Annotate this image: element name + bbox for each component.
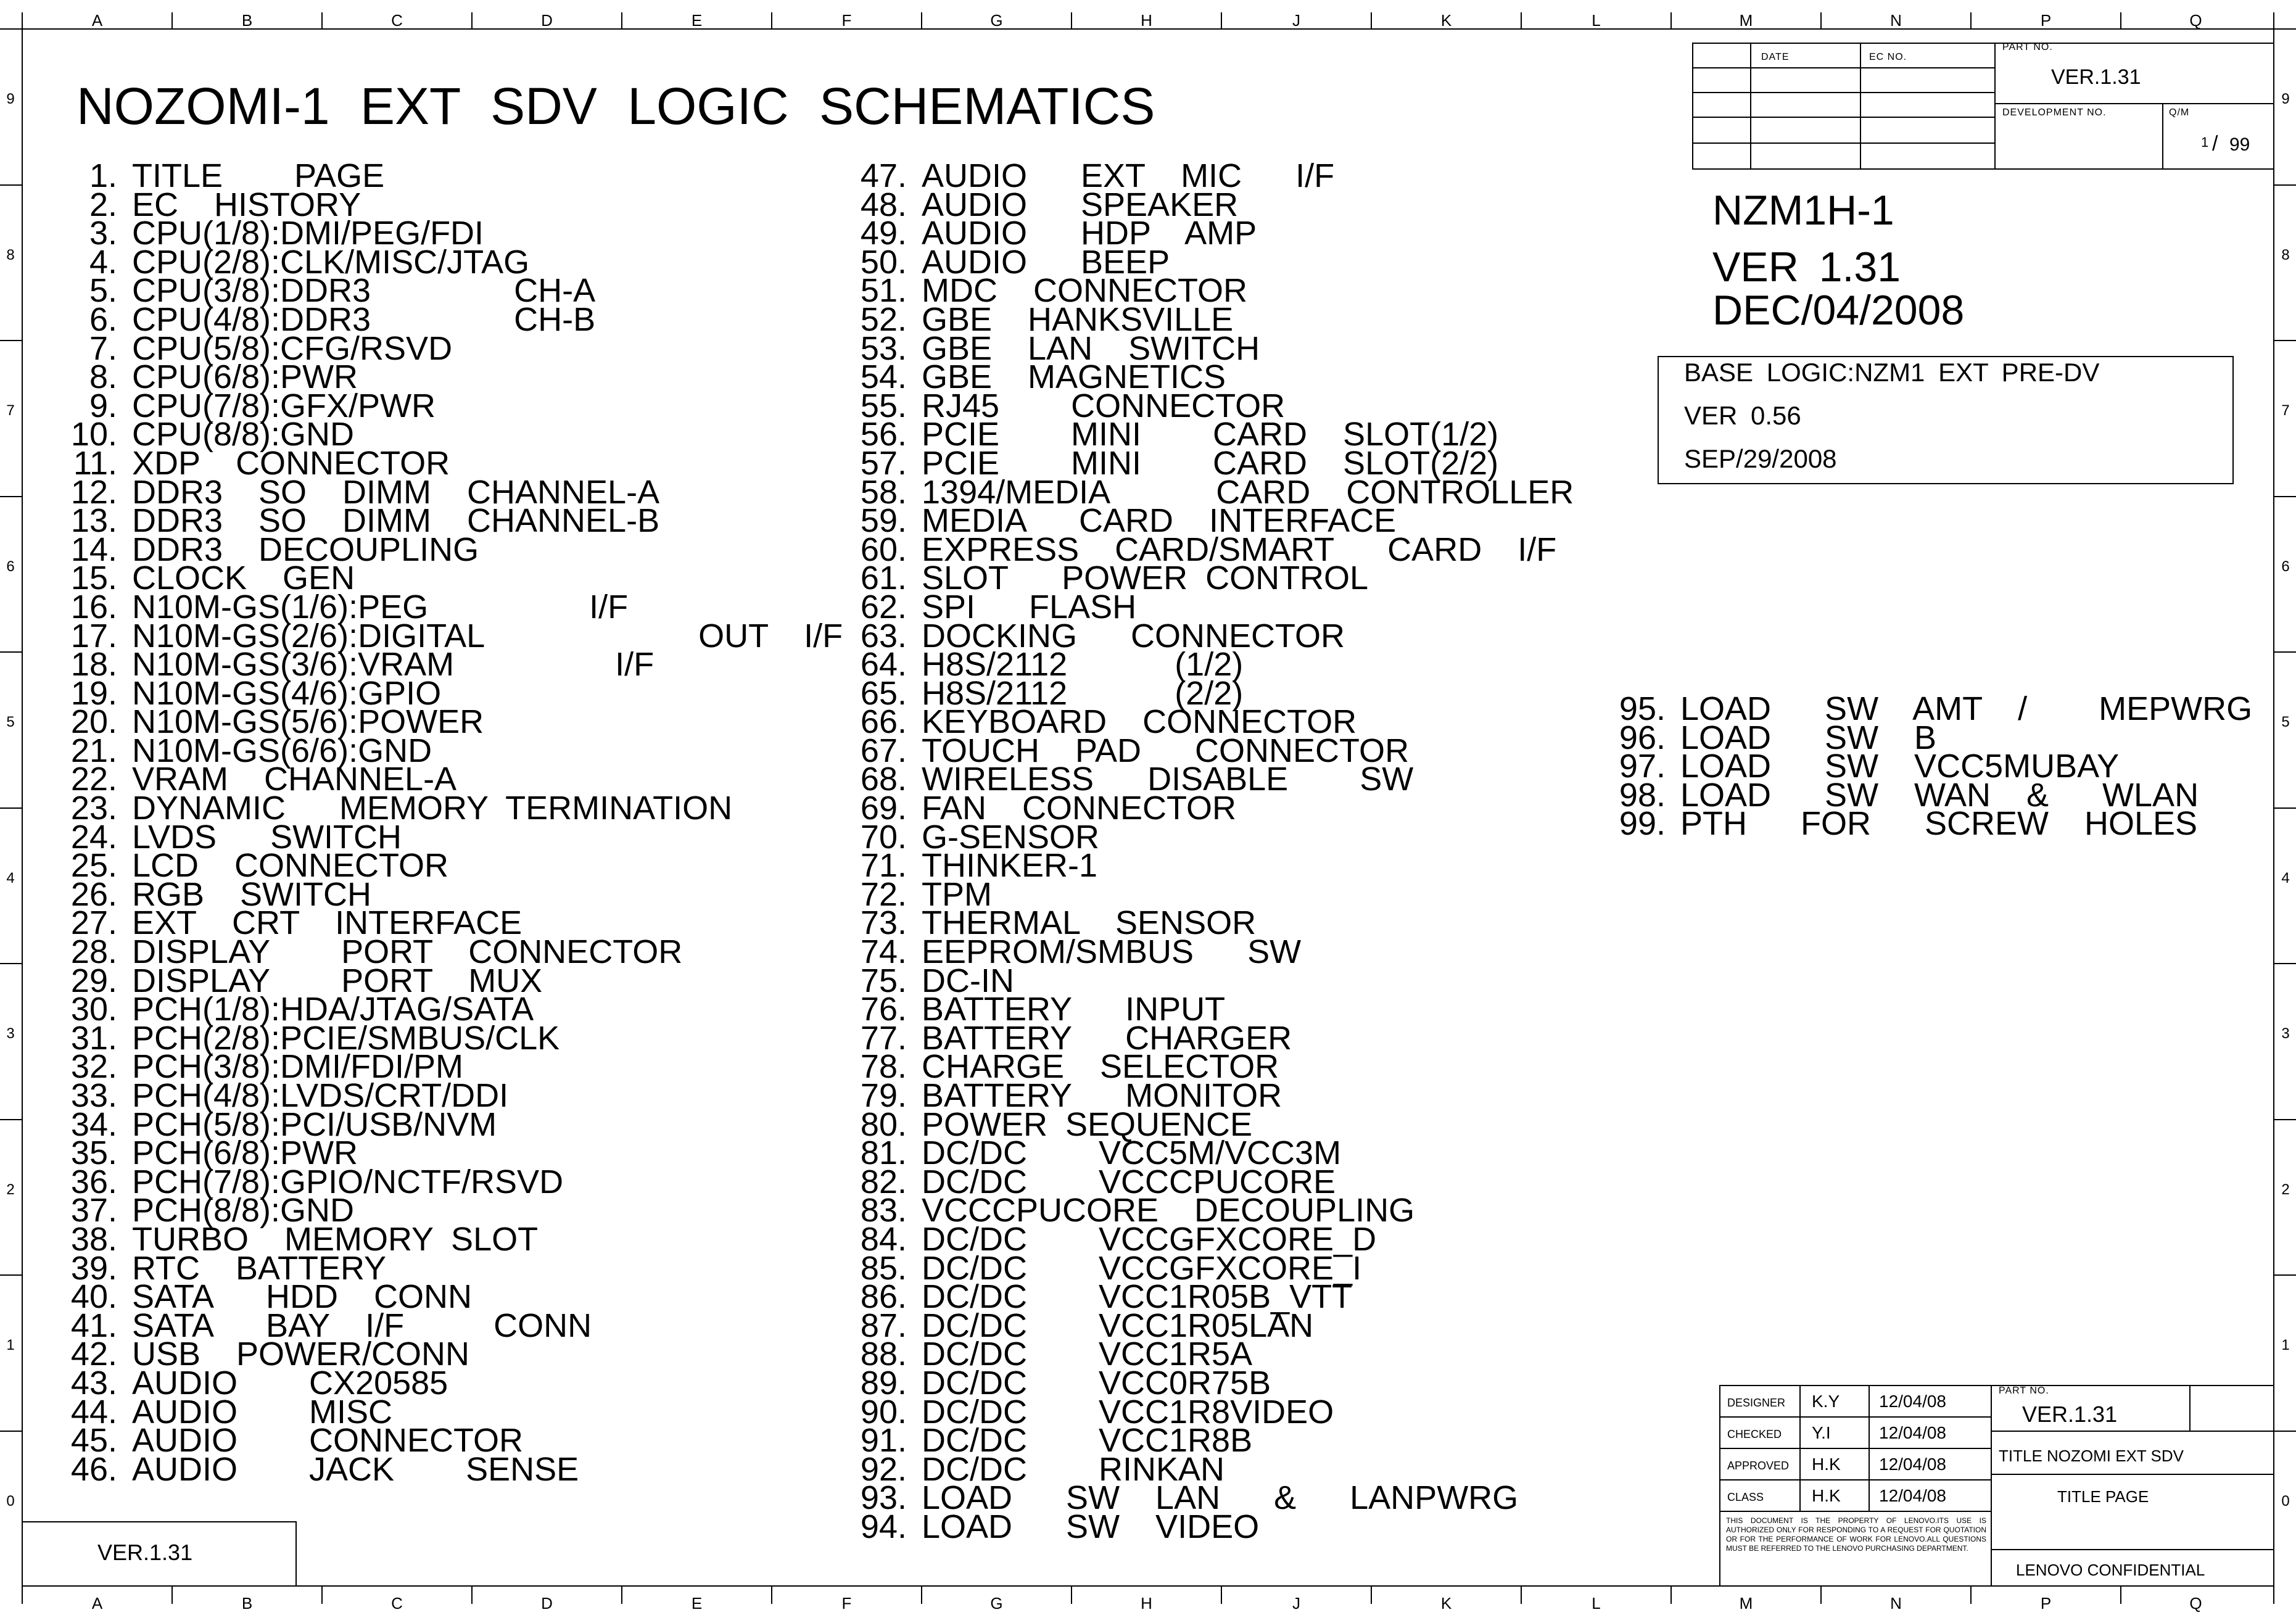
row-label: 4 (6, 869, 15, 886)
toc-entry-title: TOUCH PAD CONNECTOR (922, 732, 1410, 769)
toc-entry-number: 80. (860, 1105, 907, 1143)
row-label: 2 (6, 1181, 15, 1198)
row-label: 2 (2281, 1181, 2290, 1198)
toc-entry-title: CPU(4/8):DDR3 CH-B (132, 300, 596, 338)
toc-entry-title: AUDIO BEEP (922, 243, 1170, 281)
toc-entry-title: H8S/2112 (2/2) (922, 674, 1244, 712)
column-label: D (541, 11, 553, 30)
row-label: 0 (6, 1492, 15, 1509)
toc-entry-number: 45. (70, 1422, 117, 1460)
signoff-role: CLASS (1727, 1491, 1764, 1503)
row-label: 6 (6, 558, 15, 575)
toc-entry-title: PTH FOR SCREW HOLES (1680, 805, 2198, 843)
page-total: 99 (2229, 134, 2250, 155)
toc-entry-number: 77. (860, 1019, 907, 1057)
toc-entry-number: 84. (860, 1220, 907, 1258)
toc-entry-title: DOCKING CONNECTOR (922, 617, 1345, 655)
column-label: B (241, 11, 253, 30)
toc-entry-title: DC/DC VCC1R5A (922, 1336, 1253, 1373)
toc-entry-number: 89. (860, 1364, 907, 1402)
toc-entry-title: DYNAMIC MEMORY TERMINATION (132, 790, 733, 827)
toc-entry-number: 13. (70, 502, 117, 540)
toc-entry (62, 1450, 843, 1488)
base-logic-line3: SEP/29/2008 (1684, 444, 1837, 473)
toc-entry-title: PCH(4/8):LVDS/CRT/DDI (132, 1077, 509, 1114)
toc-entry-title: EC HISTORY (132, 186, 361, 223)
row-label: 3 (6, 1025, 15, 1042)
toc-entry-number: 35. (70, 1134, 117, 1172)
toc-entry-number: 88. (860, 1336, 907, 1373)
toc-entry-title: SATA BAY I/F CONN (132, 1307, 592, 1344)
column-label: F (841, 1594, 852, 1613)
toc-entry-number: 72. (860, 875, 907, 913)
toc-entry-number: 16. (70, 588, 117, 626)
toc-entry-title: AUDIO CX20585 (132, 1364, 448, 1402)
toc-entry-title: SPI FLASH (922, 588, 1137, 626)
toc-entry-title: THERMAL SENSOR (922, 904, 1257, 942)
toc-entry-title: G-SENSOR (922, 818, 1100, 856)
toc-entry-number: 21. (70, 732, 117, 769)
toc-entry-number: 29. (70, 962, 117, 999)
toc-entry-number: 53. (860, 329, 907, 367)
title-block-title-sub: TITLE PAGE (2057, 1487, 2149, 1506)
toc-entry-title: PCIE MINI CARD SLOT(2/2) (922, 444, 1499, 482)
toc-entry-title: PCIE MINI CARD SLOT(1/2) (922, 416, 1499, 453)
base-logic-line1: BASE LOGIC:NZM1 EXT PRE-DV (1684, 358, 2100, 387)
toc-entry-title: DC/DC VCCGFXCORE_D (922, 1220, 1377, 1258)
toc-entry-title: AUDIO EXT MIC I/F (922, 157, 1335, 194)
toc-entry-number: 66. (860, 703, 907, 741)
column-label: C (391, 11, 403, 30)
row-label: 7 (6, 402, 15, 419)
column-label: J (1292, 11, 1300, 30)
base-logic-line2: VER 0.56 (1684, 401, 1801, 430)
title-block-title: TITLE NOZOMI EXT SDV (1999, 1447, 2184, 1465)
toc-entry-title: KEYBOARD CONNECTOR (922, 703, 1357, 741)
toc-entry-number: 38. (70, 1220, 117, 1258)
toc-entry-number: 8. (89, 358, 117, 396)
toc-entry-number: 98. (1619, 776, 1666, 814)
toc-entry-title: DC/DC VCCCPUCORE (922, 1163, 1336, 1200)
signoff-initials: H.K (1812, 1455, 1841, 1474)
toc-entry-title: LOAD SW VIDEO (922, 1508, 1260, 1545)
toc-entry-title: VRAM CHANNEL-A (132, 761, 457, 798)
toc-entry-number: 5. (89, 272, 117, 310)
toc-entry-number: 61. (860, 560, 907, 597)
column-label: J (1292, 1594, 1300, 1613)
toc-entry-number: 99. (1619, 805, 1666, 843)
toc-entry-number: 27. (70, 904, 117, 942)
toc-entry-title: CPU(8/8):GND (132, 416, 355, 453)
signoff-role: APPROVED (1727, 1460, 1790, 1472)
toc-entry-number: 67. (860, 732, 907, 769)
toc-entry-title: PCH(5/8):PCI/USB/NVM (132, 1105, 497, 1143)
toc-entry-number: 81. (860, 1134, 907, 1172)
toc-entry-number: 30. (70, 991, 117, 1028)
toc-entry-title: LCD CONNECTOR (132, 847, 449, 885)
column-label: C (391, 1594, 403, 1613)
model-name: NZM1H-1 (1712, 187, 1894, 234)
column-label: Q (2189, 1594, 2202, 1613)
part-no-value: VER.1.31 (2051, 65, 2141, 89)
toc-entry-title: RTC BATTERY (132, 1249, 387, 1287)
toc-entry-title: DC-IN (922, 962, 1014, 999)
toc-entry-title: WIRELESS DISABLE SW (922, 761, 1414, 798)
toc-entry-title: DDR3 DECOUPLING (132, 531, 479, 568)
row-label: 5 (2281, 714, 2290, 730)
toc-entry-number: 79. (860, 1077, 907, 1114)
model-version: VER 1.31 (1712, 244, 1901, 291)
toc-entry-number: 56. (860, 416, 907, 453)
toc-entry-title: DDR3 SO DIMM CHANNEL-B (132, 502, 660, 540)
row-label: 1 (6, 1337, 15, 1353)
column-label: G (990, 11, 1003, 30)
column-label: P (2040, 1594, 2052, 1613)
toc-entry-number: 92. (860, 1450, 907, 1488)
toc-entry-title: DC/DC VCCGFXCORE_I (922, 1249, 1362, 1287)
toc-entry-number: 20. (70, 703, 117, 741)
toc-entry-title: DDR3 SO DIMM CHANNEL-A (132, 473, 660, 511)
column-label: N (1890, 11, 1902, 30)
toc-entry-title: PCH(2/8):PCIE/SMBUS/CLK (132, 1019, 560, 1057)
toc-entry-title: N10M-GS(1/6):PEG I/F (132, 588, 629, 626)
signoff-initials: K.Y (1812, 1392, 1840, 1411)
column-label: K (1440, 11, 1452, 30)
toc-entry-number: 47. (860, 157, 907, 194)
toc-entry-title: DISPLAY PORT MUX (132, 962, 543, 999)
toc-entry-number: 50. (860, 243, 907, 281)
toc-entry-number: 41. (70, 1307, 117, 1344)
toc-entry-number: 23. (70, 790, 117, 827)
toc-entry-title: USB POWER/CONN (132, 1336, 470, 1373)
toc-entry-title: N10M-GS(5/6):POWER (132, 703, 484, 741)
toc-entry-number: 96. (1619, 719, 1666, 756)
toc-entry-number: 78. (860, 1048, 907, 1086)
toc-entry-number: 74. (860, 933, 907, 971)
page-title: NOZOMI-1 EXT SDV LOGIC SCHEMATICS (76, 77, 1155, 135)
signoff-date: 12/04/08 (1879, 1423, 1946, 1442)
toc-entry-number: 33. (70, 1077, 117, 1114)
toc-entry-title: DC/DC VCC0R75B (922, 1364, 1271, 1402)
toc-entry-number: 94. (860, 1508, 907, 1545)
toc-entry-number: 62. (860, 588, 907, 626)
toc-entry-number: 90. (860, 1393, 907, 1431)
toc-entry-number: 32. (70, 1048, 117, 1086)
toc-entry-number: 39. (70, 1249, 117, 1287)
ec-no-label: EC NO. (1869, 52, 1907, 62)
toc-entry-title: LOAD SW VCC5MUBAY (1680, 748, 2120, 785)
toc-column-left (62, 157, 843, 1488)
toc-entry-number: 85. (860, 1249, 907, 1287)
toc-entry-title: GBE LAN SWITCH (922, 329, 1260, 367)
toc-entry-number: 25. (70, 847, 117, 885)
signoff-role: CHECKED (1727, 1428, 1782, 1440)
toc-entry-title: LOAD SW AMT / MEPWRG (1680, 690, 2253, 727)
toc-entry-title: CPU(6/8):PWR (132, 358, 358, 396)
page-separator: / (2212, 132, 2218, 155)
qm-label: Q/M (2169, 107, 2190, 118)
date-label: DATE (1761, 52, 1790, 62)
toc-entry-title: AUDIO HDP AMP (922, 215, 1257, 252)
column-label: K (1440, 1594, 1452, 1613)
signoff-initials: Y.I (1812, 1423, 1831, 1442)
toc-entry-title: N10M-GS(3/6):VRAM I/F (132, 646, 655, 683)
column-label: N (1890, 1594, 1902, 1613)
column-label: Q (2189, 11, 2202, 30)
toc-entry-number: 82. (860, 1163, 907, 1200)
toc-entry-number: 40. (70, 1278, 117, 1316)
page-current: 1 (2201, 134, 2209, 150)
row-label: 8 (6, 246, 15, 263)
toc-entry-number: 37. (70, 1192, 117, 1229)
toc-entry-number: 93. (860, 1479, 907, 1517)
toc-entry-title: MEDIA CARD INTERFACE (922, 502, 1397, 540)
toc-column-right (1616, 690, 2253, 843)
row-label: 9 (6, 91, 15, 107)
toc-entry-number: 28. (70, 933, 117, 971)
column-label: B (241, 1594, 253, 1613)
signoff-initials: H.K (1812, 1486, 1841, 1505)
toc-entry-number: 58. (860, 473, 907, 511)
toc-entry-number: 86. (860, 1278, 907, 1316)
toc-entry-title: DC/DC VCC1R05LAN (922, 1307, 1314, 1344)
toc-entry-number: 71. (860, 847, 907, 885)
row-label: 1 (2281, 1337, 2290, 1353)
toc-entry-number: 9. (89, 387, 117, 424)
toc-entry-number: 3. (89, 215, 117, 252)
toc-entry-number: 24. (70, 818, 117, 856)
column-label: E (691, 11, 703, 30)
toc-entry-number: 75. (860, 962, 907, 999)
toc-entry-number: 95. (1619, 690, 1666, 727)
toc-entry-title: CHARGE SELECTOR (922, 1048, 1279, 1086)
toc-entry-title: LOAD SW B (1680, 719, 1937, 756)
toc-entry-number: 73. (860, 904, 907, 942)
toc-entry-title: DC/DC VCC1R8B (922, 1422, 1253, 1460)
toc-entry-number: 69. (860, 790, 907, 827)
toc-entry-title: DC/DC VCC5M/VCC3M (922, 1134, 1342, 1172)
toc-entry-number: 1. (89, 157, 117, 194)
toc-entry-number: 11. (73, 444, 117, 482)
column-label: F (841, 11, 852, 30)
column-label: A (91, 11, 103, 30)
toc-entry-title: POWER SEQUENCE (922, 1105, 1253, 1143)
column-label: D (541, 1594, 553, 1613)
toc-entry-number: 57. (860, 444, 907, 482)
toc-entry-number: 36. (70, 1163, 117, 1200)
toc-entry-title: DC/DC RINKAN (922, 1450, 1225, 1488)
toc-entry-title: AUDIO MISC (132, 1393, 393, 1431)
toc-entry-title: CLOCK GEN (132, 560, 355, 597)
column-label: H (1141, 11, 1152, 30)
toc-entry-title: GBE HANKSVILLE (922, 300, 1234, 338)
toc-entry-number: 97. (1619, 748, 1666, 785)
toc-entry-title: VCCCPUCORE DECOUPLING (922, 1192, 1415, 1229)
toc-entry-title: RGB SWITCH (132, 875, 371, 913)
column-label: P (2040, 11, 2052, 30)
toc-entry-number: 12. (70, 473, 117, 511)
toc-entry (1616, 805, 2252, 843)
toc-entry-title: XDP CONNECTOR (132, 444, 450, 482)
toc-column-middle (851, 157, 1574, 1545)
toc-entry-title: FAN CONNECTOR (922, 790, 1237, 827)
column-label: G (990, 1594, 1003, 1613)
toc-entry-title: PCH(6/8):PWR (132, 1134, 358, 1172)
toc-entry-title: THINKER-1 (922, 847, 1098, 885)
toc-entry-title: DC/DC VCC1R05B_VTT (922, 1278, 1353, 1316)
column-label: L (1592, 11, 1601, 30)
toc-entry-title: EXT CRT INTERFACE (132, 904, 522, 942)
toc-entry-number: 83. (860, 1192, 907, 1229)
toc-entry-number: 64. (860, 646, 907, 683)
lenovo-confidential-footer: LENOVO CONFIDENTIAL (2016, 1561, 2205, 1579)
toc-entry-title: N10M-GS(6/6):GND (132, 732, 432, 769)
toc-entry-number: 7. (89, 329, 117, 367)
toc-entry-number: 31. (70, 1019, 117, 1057)
toc-entry-title: AUDIO JACK SENSE (132, 1450, 579, 1488)
toc-entry (851, 1508, 1574, 1545)
toc-entry-number: 60. (860, 531, 907, 568)
column-label: A (91, 1594, 103, 1613)
toc-entry-title: GBE MAGNETICS (922, 358, 1226, 396)
part-no-label: PART NO. (2002, 42, 2053, 52)
toc-entry-number: 18. (70, 646, 117, 683)
toc-entry-number: 68. (860, 761, 907, 798)
toc-entry-title: CPU(2/8):CLK/MISC/JTAG (132, 243, 530, 281)
toc-entry-number: 48. (860, 186, 907, 223)
toc-entry-title: LOAD SW LAN & LANPWRG (922, 1479, 1519, 1517)
toc-entry-number: 54. (860, 358, 907, 396)
toc-entry-number: 49. (860, 215, 907, 252)
toc-entry-number: 42. (70, 1336, 117, 1373)
toc-entry-number: 22. (70, 761, 117, 798)
toc-entry-number: 19. (70, 674, 117, 712)
toc-entry-number: 14. (70, 531, 117, 568)
toc-entry-number: 91. (860, 1422, 907, 1460)
toc-entry-number: 63. (860, 617, 907, 655)
toc-entry-title: PCH(1/8):HDA/JTAG/SATA (132, 991, 534, 1028)
toc-entry-title: N10M-GS(4/6):GPIO (132, 674, 442, 712)
toc-entry-title: PCH(8/8):GND (132, 1192, 355, 1229)
signoff-role: DESIGNER (1727, 1397, 1786, 1409)
toc-entry-number: 4. (89, 243, 117, 281)
toc-entry-number: 65. (860, 674, 907, 712)
toc-entry-number: 15. (70, 560, 117, 597)
toc-entry-title: LVDS SWITCH (132, 818, 402, 856)
row-label: 4 (2281, 869, 2290, 886)
toc-entry-title: DISPLAY PORT CONNECTOR (132, 933, 683, 971)
title-block-part-no-label: PART NO. (1999, 1386, 2049, 1396)
toc-entry-number: 87. (860, 1307, 907, 1344)
row-label: 8 (2281, 246, 2290, 263)
column-label: M (1739, 1594, 1753, 1613)
toc-entry-title: TITLE PAGE (132, 157, 385, 194)
column-label: E (691, 1594, 703, 1613)
toc-entry-title: CPU(3/8):DDR3 CH-A (132, 272, 596, 310)
toc-entry-number: 59. (860, 502, 907, 540)
column-label: H (1141, 1594, 1152, 1613)
toc-entry-number: 51. (860, 272, 907, 310)
toc-entry-title: TPM (922, 875, 992, 913)
toc-entry-title: EEPROM/SMBUS SW (922, 933, 1302, 971)
signoff-date: 12/04/08 (1879, 1392, 1946, 1411)
toc-entry-title: CPU(7/8):GFX/PWR (132, 387, 436, 424)
toc-entry-title: TURBO MEMORY SLOT (132, 1220, 539, 1258)
toc-entry-title: EXPRESS CARD/SMART CARD I/F (922, 531, 1557, 568)
toc-entry-title: RJ45 CONNECTOR (922, 387, 1286, 424)
toc-entry-title: N10M-GS(2/6):DIGITAL OUT I/F (132, 617, 843, 655)
toc-entry-number: 34. (70, 1105, 117, 1143)
toc-entry-number: 17. (70, 617, 117, 655)
row-label: 7 (2281, 402, 2290, 419)
toc-entry-title: DC/DC VCC1R8VIDEO (922, 1393, 1334, 1431)
toc-entry-title: BATTERY INPUT (922, 991, 1226, 1028)
toc-entry-title: H8S/2112 (1/2) (922, 646, 1244, 683)
toc-entry-title: SLOT POWER CONTROL (922, 560, 1369, 597)
row-label: 5 (6, 714, 15, 730)
confidentiality-note: THIS DOCUMENT IS THE PROPERTY OF LENOVO.ITS USE IS AUTHORIZED ONLY FOR RESPONDING TO A REQUEST FOR QUOTATION OR FOR THE PERFORMANCE OF WORK FOR LENOVO.ALL QUESTIONS MUST BE REFERRED TO THE LENOVO PURCHASING DEPARTMENT. (1726, 1516, 1986, 1553)
toc-entry-number: 52. (860, 300, 907, 338)
toc-entry-title: AUDIO CONNECTOR (132, 1422, 524, 1460)
title-block-part-no: VER.1.31 (2022, 1402, 2118, 1427)
toc-entry-title: CPU(5/8):CFG/RSVD (132, 329, 453, 367)
signoff-date: 12/04/08 (1879, 1486, 1946, 1505)
toc-entry-number: 55. (860, 387, 907, 424)
toc-entry-title: 1394/MEDIA CARD CONTROLLER (922, 473, 1574, 511)
toc-entry-title: BATTERY MONITOR (922, 1077, 1282, 1114)
toc-entry-title: LOAD SW WAN & WLAN (1680, 776, 2199, 814)
toc-entry-number: 46. (70, 1450, 117, 1488)
toc-entry-number: 76. (860, 991, 907, 1028)
toc-entry-number: 6. (89, 300, 117, 338)
column-label: L (1592, 1594, 1601, 1613)
column-label: M (1739, 11, 1753, 30)
model-date: DEC/04/2008 (1712, 287, 1965, 334)
toc-entry-number: 26. (70, 875, 117, 913)
development-no-label: DEVELOPMENT NO. (2002, 107, 2107, 118)
toc-entry-title: CPU(1/8):DMI/PEG/FDI (132, 215, 484, 252)
toc-entry-title: SATA HDD CONN (132, 1278, 473, 1316)
toc-entry-title: MDC CONNECTOR (922, 272, 1248, 310)
toc-entry-number: 10. (70, 416, 117, 453)
toc-entry-title: AUDIO SPEAKER (922, 186, 1239, 223)
row-label: 0 (2281, 1492, 2290, 1509)
toc-entry-number: 44. (70, 1393, 117, 1431)
signoff-date: 12/04/08 (1879, 1455, 1946, 1474)
row-label: 6 (2281, 558, 2290, 575)
toc-entry-number: 43. (70, 1364, 117, 1402)
bottom-left-version: VER.1.31 (97, 1540, 193, 1565)
toc-entry-number: 2. (89, 186, 117, 223)
toc-entry-title: PCH(7/8):GPIO/NCTF/RSVD (132, 1163, 564, 1200)
toc-entry-title: BATTERY CHARGER (922, 1019, 1292, 1057)
title-block-lines (1720, 1386, 2274, 1586)
toc-entry-title: PCH(3/8):DMI/FDI/PM (132, 1048, 464, 1086)
toc-entry-number: 70. (860, 818, 907, 856)
row-label: 3 (2281, 1025, 2290, 1042)
row-label: 9 (2281, 91, 2290, 107)
